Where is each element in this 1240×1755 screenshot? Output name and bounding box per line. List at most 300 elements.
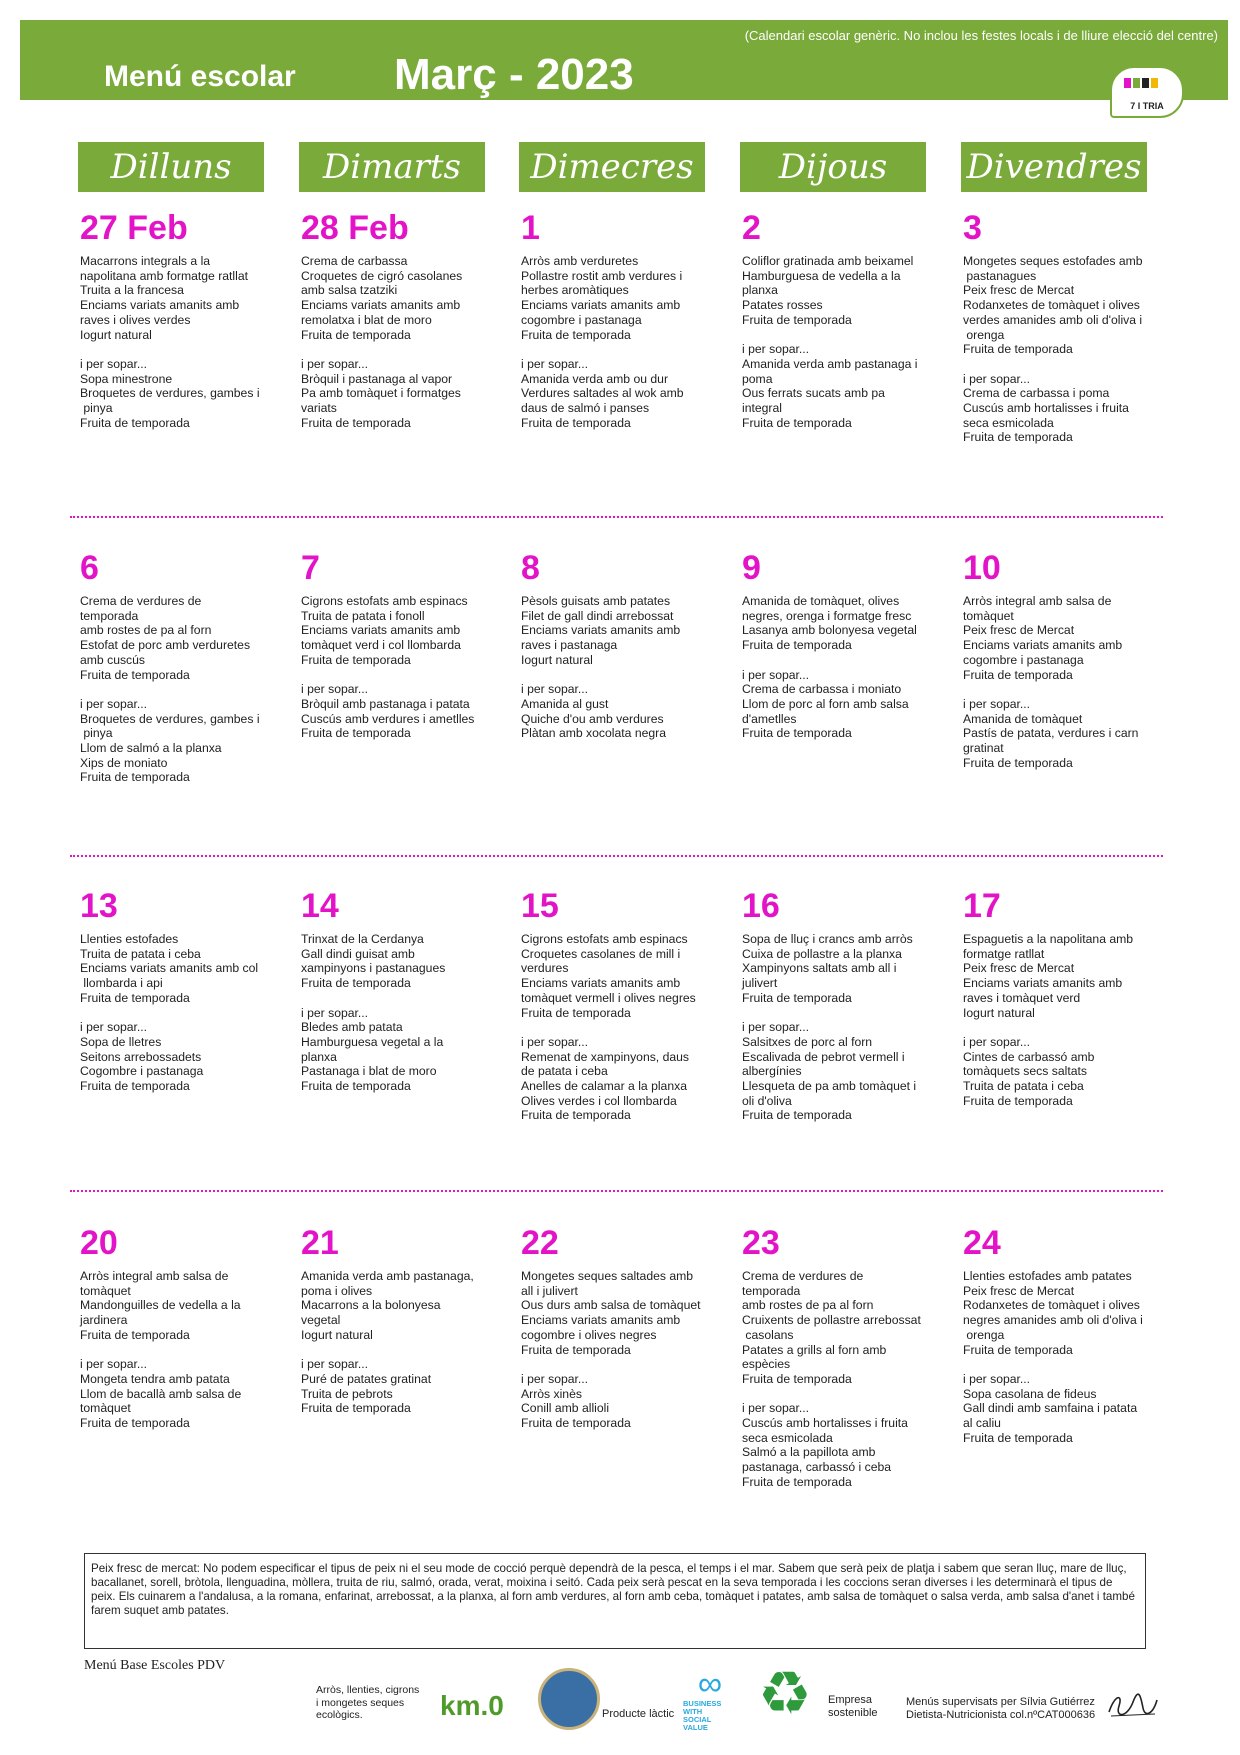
menu-item: raves i tomàquet verd: [963, 990, 1081, 1005]
menu-item: [301, 668, 491, 683]
menu-item: Peix fresc de Mercat: [963, 283, 1075, 298]
dinner-label: i per sopar...: [80, 1357, 148, 1372]
recycle-icon: ♻: [758, 1660, 812, 1727]
menu-item: llombarda i api: [80, 976, 163, 991]
menu-item: [301, 1343, 491, 1358]
menu-item: Peix fresc de Mercat: [963, 1283, 1075, 1298]
day-header-dilluns: Dilluns: [78, 142, 264, 192]
day-cell: [301, 886, 491, 1094]
day-header-dimarts: Dimarts: [299, 142, 485, 192]
menu-item: Enciams variats amanits amb: [301, 298, 461, 313]
week-separator: [70, 855, 1163, 857]
menu-item: Bròquil i pastanaga al vapor: [301, 371, 453, 386]
date-number: 13: [80, 887, 118, 925]
menu-item: Fruita de temporada: [301, 652, 411, 667]
menu-item: verdures: [521, 961, 569, 976]
date-number: 10: [963, 549, 1001, 587]
menu-item: herbes aromàtiques: [521, 283, 629, 298]
menu-item: Fruita de temporada: [80, 667, 190, 682]
logo-squares-icon: [1124, 78, 1158, 88]
menu-item: daus de salmó i panses: [521, 401, 650, 416]
menu-item: Fruita de temporada: [80, 990, 190, 1005]
menu-item: Broquetes de verdures, gambes i: [80, 711, 260, 726]
dinner-label: i per sopar...: [521, 682, 589, 697]
menu-item: [301, 991, 491, 1006]
date-number: 15: [521, 887, 559, 925]
menu-list: [963, 254, 1153, 445]
menu-item: [521, 342, 711, 357]
day-cell: [80, 208, 270, 430]
menu-item: integral: [742, 401, 782, 416]
menu-item: Enciams variats amanits amb col: [80, 961, 259, 976]
dinner-label: i per sopar...: [742, 342, 810, 357]
menu-item: Fruita de temporada: [521, 1108, 631, 1123]
menu-item: d'ametlles: [742, 711, 797, 726]
date-number: 2: [742, 209, 761, 247]
menu-item: [742, 1006, 932, 1021]
menu-item: tomàquet vermell i olives negres: [521, 990, 696, 1005]
menu-item: Seitons arrebossadets: [80, 1049, 202, 1064]
menu-item: cogombre i olives negres: [521, 1327, 657, 1342]
menu-item: Xips de moniato: [80, 755, 168, 770]
menu-list: [301, 254, 491, 430]
dinner-label: i per sopar...: [521, 1034, 589, 1049]
menu-item: raves i pastanaga: [521, 638, 618, 653]
menu-list: [301, 932, 491, 1094]
menu-item: Llesqueta de pa amb tomàquet i: [742, 1079, 917, 1094]
menu-item: Fruita de temporada: [742, 638, 852, 653]
menu-list: [301, 594, 491, 741]
menu-item: verdes amanides amb oli d'oliva i: [963, 312, 1143, 327]
dinner-label: i per sopar...: [742, 667, 810, 682]
menu-item: Arròs xinès: [521, 1386, 582, 1401]
dinner-label: i per sopar...: [301, 682, 369, 697]
dinner-label: i per sopar...: [80, 1020, 148, 1035]
menu-item: Enciams variats amanits amb: [521, 1313, 681, 1328]
day-cell: [742, 548, 932, 741]
day-header-dimecres: Dimecres: [519, 142, 705, 192]
menu-item: Enciams variats amanits amb: [963, 638, 1123, 653]
menu-item: amb rostes de pa al forn: [80, 623, 212, 638]
menu-item: poma i olives: [301, 1283, 373, 1298]
menu-item: negres amanides amb oli d'oliva i: [963, 1313, 1143, 1328]
menu-item: Escalivada de pebrot vermell i: [742, 1049, 905, 1064]
day-cell: [521, 548, 711, 741]
menu-item: Fruita de temporada: [80, 1079, 190, 1094]
date-number: 28 Feb: [301, 209, 409, 247]
menu-item: Sopa casolana de fideus: [963, 1386, 1097, 1401]
menu-item: Fruita de temporada: [80, 415, 190, 430]
menu-item: Estofat de porc amb verduretes: [80, 638, 251, 653]
menu-item: Pastís de patata, verdures i carn: [963, 726, 1139, 741]
dairy-label: Producte làctic: [602, 1708, 675, 1720]
menu-item: Iogurt natural: [80, 327, 152, 342]
menu-item: Iogurt natural: [521, 652, 593, 667]
menu-item: cogombre i pastanaga: [963, 652, 1084, 667]
menu-item: [80, 1343, 270, 1358]
day-cell: [521, 1223, 711, 1431]
dinner-label: i per sopar...: [742, 1401, 810, 1416]
menu-item: Mandonguilles de vedella a la: [80, 1298, 241, 1313]
menu-item: variats: [301, 401, 337, 416]
menu-item: oli d'oliva: [742, 1093, 792, 1108]
menu-item: Fruita de temporada: [742, 1108, 852, 1123]
menu-item: Coliflor gratinada amb beixamel: [742, 254, 914, 268]
menu-item: Plàtan amb xocolata negra: [521, 726, 666, 741]
menu-item: [80, 682, 270, 697]
menu-item: Llom de bacallà amb salsa de: [80, 1386, 242, 1401]
menu-item: Amanida de tomàquet, olives: [742, 594, 900, 608]
calendar-note: (Calendari escolar genèric. No inclou les festes locals i de lliure elecció del centre): [744, 28, 1218, 43]
week-separator: [70, 1190, 1163, 1192]
menu-list: [963, 932, 1153, 1108]
day-cell: [521, 208, 711, 430]
menu-item: amb rostes de pa al forn: [742, 1298, 874, 1313]
menu-item: Enciams variats amanits amb: [301, 623, 461, 638]
menu-item: Arròs integral amb salsa de: [80, 1269, 229, 1283]
day-cell: [963, 1223, 1153, 1445]
menu-item: Fruita de temporada: [963, 755, 1073, 770]
menu-item: tomàquet: [963, 608, 1014, 623]
menu-list: [742, 932, 932, 1123]
menu-item: [963, 357, 1153, 372]
menu-item: tomàquet verd i col llombarda: [301, 638, 461, 653]
menu-list: [521, 254, 711, 430]
menu-item: Enciams variats amanits amb: [521, 298, 681, 313]
day-cell: [742, 208, 932, 430]
day-cell: [301, 1223, 491, 1416]
menu-item: temporada: [80, 608, 139, 623]
menu-item: Peix fresc de Mercat: [963, 623, 1075, 638]
menu-item: Fruita de temporada: [301, 726, 411, 741]
menu-item: Fruita de temporada: [963, 1342, 1073, 1357]
menu-item: Mongetes seques estofades amb: [963, 254, 1143, 268]
km0-logo: km.0: [440, 1690, 504, 1721]
menu-item: Rodanxetes de tomàquet i olives: [963, 1298, 1140, 1313]
menu-item: Fruita de temporada: [521, 1342, 631, 1357]
menu-item: Patates a grills al forn amb: [742, 1342, 887, 1357]
day-cell: [742, 1223, 932, 1490]
menu-item: Cigrons estofats amb espinacs: [521, 932, 688, 946]
menu-item: Enciams variats amanits amb: [521, 623, 681, 638]
menu-item: remolatxa i blat de moro: [301, 312, 432, 327]
date-number: 16: [742, 887, 780, 925]
menu-item: Puré de patates gratinat: [301, 1371, 432, 1386]
menu-item: [963, 682, 1153, 697]
date-number: 1: [521, 209, 540, 247]
menu-item: Fruita de temporada: [301, 415, 411, 430]
7itria-logo: [1110, 66, 1184, 118]
menu-item: Fruita de temporada: [963, 1093, 1073, 1108]
menu-item: Enciams variats amanits amb: [521, 976, 681, 991]
menu-list: [301, 1269, 491, 1416]
menu-item: Cintes de carbassó amb: [963, 1049, 1095, 1064]
menu-item: Fruita de temporada: [742, 990, 852, 1005]
menu-item: Xampinyons saltats amb all i: [742, 961, 897, 976]
menu-list: [963, 1269, 1153, 1445]
menu-list: [742, 1269, 932, 1490]
menu-item: Amanida de tomàquet: [963, 711, 1083, 726]
date-number: 22: [521, 1224, 559, 1262]
menu-item: Remenat de xampinyons, daus: [521, 1049, 690, 1064]
menu-list: [80, 932, 270, 1094]
menu-item: Hamburguesa de vedella a la: [742, 268, 901, 283]
signature-icon: [1105, 1690, 1160, 1720]
menu-item: Cuscús amb verdures i ametlles: [301, 711, 475, 726]
menu-item: Fruita de temporada: [301, 1401, 411, 1416]
date-number: 23: [742, 1224, 780, 1262]
menu-item: [742, 328, 932, 343]
menu-item: Verdures saltades al wok amb: [521, 386, 684, 401]
menu-item: Amanida al gust: [521, 696, 609, 711]
menu-item: Hamburguesa vegetal a la: [301, 1034, 444, 1049]
menu-item: Fruita de temporada: [521, 415, 631, 430]
menu-item: all i julivert: [521, 1283, 578, 1298]
menu-item: Arròs amb verduretes: [521, 254, 639, 268]
day-cell: [80, 548, 270, 785]
menu-item: Fruita de temporada: [521, 327, 631, 342]
menu-item: xampinyons i pastanagues: [301, 961, 446, 976]
dinner-label: i per sopar...: [963, 371, 1031, 386]
menu-item: Enciams variats amanits amb: [963, 976, 1123, 991]
menu-item: Iogurt natural: [963, 1005, 1035, 1020]
menu-list: [80, 254, 270, 430]
menu-item: Pèsols guisats amb patates: [521, 594, 671, 608]
dinner-label: i per sopar...: [80, 356, 148, 371]
menu-item: [80, 342, 270, 357]
menu-item: Pollastre rostit amb verdures i: [521, 268, 683, 283]
menu-item: temporada: [742, 1283, 801, 1298]
week-separator: [70, 516, 1163, 518]
menu-item: Fruita de temporada: [742, 726, 852, 741]
menu-item: de patata i ceba: [521, 1064, 608, 1079]
menu-item: seca esmicolada: [963, 415, 1054, 430]
menu-item: julivert: [742, 976, 778, 991]
eco-note: Arròs, llenties, cigrons i mongetes seques ecològics.: [316, 1684, 420, 1721]
dinner-label: i per sopar...: [963, 696, 1031, 711]
menu-item: Bledes amb patata: [301, 1020, 403, 1035]
menu-item: Filet de gall dindi arrebossat: [521, 608, 674, 623]
menu-list: [963, 594, 1153, 770]
menu-item: vegetal: [301, 1313, 341, 1328]
menu-item: [742, 1387, 932, 1402]
menu-item: seca esmicolada: [742, 1430, 833, 1445]
fish-note: Peix fresc de mercat: No podem especificar el tipus de peix ni el seu mode de cocció perquè dependrà de la pesca, el temps i el mar. Sabem que serà peix de platja i sabem que seran lluç, mare de lluç, bacallanet, sorell, bròtola, llenguadina, mòllera, truita de riu, salmó, orada, verat, moixina i seitó. Cada peix serà pescat en la seva temporada i les coccions seran diverses i les determinarà el tipus de peix. Els cuinarem a l'andalusa, a la romana, enfarinat, arrebossat, a la planxa, al forn amb verdures, al forn amb ceba, tomàquet i patates, amb salsa de tomàquet o salsa verda, amb salsa d'anet i també farem suquet amb patates.: [84, 1553, 1146, 1649]
menu-item: Cogombre i pastanaga: [80, 1064, 204, 1079]
day-cell: [80, 1223, 270, 1431]
menu-item: Truita de patata i ceba: [963, 1079, 1084, 1094]
menu-item: planxa: [742, 283, 778, 298]
day-cell: [963, 886, 1153, 1108]
menu-item: Crema de carbassa i moniato: [742, 682, 902, 697]
menu-item: Fruita de temporada: [963, 430, 1073, 445]
menu-item: pinya: [80, 726, 113, 741]
menu-item: Ous durs amb salsa de tomàquet: [521, 1298, 701, 1313]
menu-item: Mongeta tendra amb patata: [80, 1371, 230, 1386]
date-number: 27 Feb: [80, 209, 188, 247]
menu-item: Fruita de temporada: [963, 1430, 1073, 1445]
menu-item: Sopa de lluç i crancs amb arròs: [742, 932, 913, 946]
menu-item: Broquetes de verdures, gambes i: [80, 386, 260, 401]
menu-item: jardinera: [80, 1313, 128, 1328]
menu-item: Ous ferrats sucats amb pa: [742, 386, 885, 401]
menu-item: Crema de carbassa i poma: [963, 386, 1110, 401]
menu-item: Croquetes de cigró casolanes: [301, 268, 463, 283]
menu-item: [521, 1020, 711, 1035]
menu-item: Crema de carbassa: [301, 254, 408, 268]
dinner-label: i per sopar...: [80, 696, 148, 711]
menu-item: Olives verdes i col llombarda: [521, 1093, 677, 1108]
day-cell: [963, 208, 1153, 445]
menu-item: albergínies: [742, 1064, 802, 1079]
menu-item: planxa: [301, 1049, 337, 1064]
menu-item: Fruita de temporada: [742, 312, 852, 327]
menu-item: Llom de salmó a la planxa: [80, 741, 222, 756]
date-number: 6: [80, 549, 99, 587]
infinity-icon: ∞: [697, 1665, 723, 1703]
menu-item: gratinat: [963, 741, 1004, 756]
menu-list: [80, 1269, 270, 1431]
menu-item: Cuixa de pollastre a la planxa: [742, 946, 902, 961]
menu-item: Fruita de temporada: [963, 342, 1073, 357]
day-cell: [963, 548, 1153, 770]
day-cell: [80, 886, 270, 1094]
menu-item: Enciams variats amanits amb: [80, 298, 240, 313]
menu-item: Pa amb tomàquet i formatges: [301, 386, 461, 401]
menu-item: Amanida verda amb ou dur: [521, 371, 669, 386]
menu-item: Fruita de temporada: [521, 1416, 631, 1431]
menu-item: Croquetes casolanes de mill i: [521, 946, 681, 961]
menu-item: Truita a la francesa: [80, 283, 184, 298]
menu-item: amb cuscús: [80, 652, 146, 667]
menu-item: Rodanxetes de tomàquet i olives: [963, 298, 1140, 313]
dinner-label: i per sopar...: [963, 1371, 1031, 1386]
menu-item: Bròquil amb pastanaga i patata: [301, 696, 470, 711]
sustainable-label: Empresa sostenible: [828, 1694, 878, 1719]
date-number: 7: [301, 549, 320, 587]
menu-item: tomàquets secs saltats: [963, 1064, 1087, 1079]
menu-item: Espaguetis a la napolitana amb: [963, 932, 1134, 946]
dairy-badge-icon: [538, 1668, 600, 1730]
menu-item: cogombre i pastanaga: [521, 312, 642, 327]
menu-item: [963, 1357, 1153, 1372]
menu-list: [742, 594, 932, 741]
business-social-value-logo: ∞ BUSINESS WITH SOCIAL VALUE: [683, 1668, 737, 1726]
menu-item: Anelles de calamar a la planxa: [521, 1079, 687, 1094]
menu-list: [521, 594, 711, 741]
day-header-divendres: Divendres: [961, 142, 1147, 192]
date-number: 21: [301, 1224, 339, 1262]
menu-item: Amanida verda amb pastanaga,: [301, 1269, 474, 1283]
dinner-label: i per sopar...: [521, 356, 589, 371]
menu-item: [963, 1020, 1153, 1035]
menu-label: Menú escolar: [104, 60, 296, 93]
menu-item: poma: [742, 371, 773, 386]
dinner-label: i per sopar...: [521, 1371, 589, 1386]
menu-item: Cigrons estofats amb espinacs: [301, 594, 468, 608]
menu-item: Fruita de temporada: [742, 1371, 852, 1386]
supervisor-note: Menús supervisats per Sílvia Gutiérrez Dietista-Nutricionista col.nºCAT000636: [906, 1696, 1096, 1721]
menu-item: Llenties estofades: [80, 932, 179, 946]
menu-item: Truita de patata i fonoll: [301, 608, 425, 623]
menu-item: Iogurt natural: [301, 1327, 373, 1342]
menu-item: Pastanaga i blat de moro: [301, 1064, 437, 1079]
menu-item: Cuscús amb hortalisses i fruita: [963, 401, 1129, 416]
menu-item: Mongetes seques saltades amb: [521, 1269, 694, 1283]
menu-item: Llom de porc al forn amb salsa: [742, 696, 909, 711]
menu-item: pastanaga, carbassó i ceba: [742, 1460, 892, 1475]
menu-item: formatge ratllat: [963, 946, 1045, 961]
menu-item: Truita de patata i ceba: [80, 946, 201, 961]
date-number: 9: [742, 549, 761, 587]
date-number: 20: [80, 1224, 118, 1262]
menu-item: negres, orenga i formatge fresc: [742, 608, 912, 623]
menu-item: Quiche d'ou amb verdures: [521, 711, 664, 726]
date-number: 17: [963, 887, 1001, 925]
menu-item: Cuscús amb hortalisses i fruita: [742, 1416, 908, 1431]
base-menu-label: Menú Base Escoles PDV: [84, 1658, 226, 1673]
menu-item: pinya: [80, 401, 113, 416]
menu-item: Fruita de temporada: [301, 1079, 411, 1094]
menu-item: orenga: [963, 327, 1005, 342]
menu-item: Cruixents de pollastre arrebossat: [742, 1313, 921, 1328]
menu-list: [521, 1269, 711, 1431]
menu-item: [301, 342, 491, 357]
menu-item: Fruita de temporada: [80, 1327, 190, 1342]
date-number: 14: [301, 887, 339, 925]
menu-item: al caliu: [963, 1416, 1001, 1431]
menu-list: [521, 932, 711, 1123]
menu-item: Fruita de temporada: [963, 667, 1073, 682]
month-title: Març - 2023: [394, 50, 634, 99]
menu-item: [521, 1357, 711, 1372]
menu-item: [521, 668, 711, 683]
menu-list: [80, 594, 270, 785]
menu-item: Truita de pebrots: [301, 1386, 393, 1401]
menu-item: Sopa de lletres: [80, 1034, 162, 1049]
menu-item: Crema de verdures de: [80, 594, 202, 608]
menu-item: napolitana amb formatge ratllat: [80, 268, 249, 283]
menu-item: Fruita de temporada: [301, 327, 411, 342]
menu-item: [742, 653, 932, 668]
menu-item: orenga: [963, 1327, 1005, 1342]
menu-item: casolans: [742, 1327, 794, 1342]
header-band: [20, 20, 1228, 100]
menu-item: Crema de verdures de: [742, 1269, 864, 1283]
menu-item: Macarrons a la bolonyesa: [301, 1298, 441, 1313]
date-number: 24: [963, 1224, 1001, 1262]
menu-item: amb salsa tzatziki: [301, 283, 398, 298]
menu-item: pastanagues: [963, 268, 1037, 283]
date-number: 8: [521, 549, 540, 587]
menu-item: Salsitxes de porc al forn: [742, 1034, 873, 1049]
menu-item: Peix fresc de Mercat: [963, 961, 1075, 976]
menu-item: Conill amb allioli: [521, 1401, 610, 1416]
menu-item: Lasanya amb bolonyesa vegetal: [742, 623, 917, 638]
day-cell: [521, 886, 711, 1123]
menu-item: Fruita de temporada: [521, 1005, 631, 1020]
logo-text: 7 I TRIA: [1130, 101, 1164, 111]
day-cell: [301, 208, 491, 430]
menu-item: Macarrons integrals a la: [80, 254, 211, 268]
dinner-label: i per sopar...: [301, 1005, 369, 1020]
dinner-label: i per sopar...: [742, 1020, 810, 1035]
menu-item: Fruita de temporada: [742, 415, 852, 430]
dinner-label: i per sopar...: [301, 356, 369, 371]
menu-item: Salmó a la papillota amb: [742, 1445, 876, 1460]
menu-item: Gall dindi amb samfaina i patata: [963, 1401, 1138, 1416]
date-number: 3: [963, 209, 982, 247]
